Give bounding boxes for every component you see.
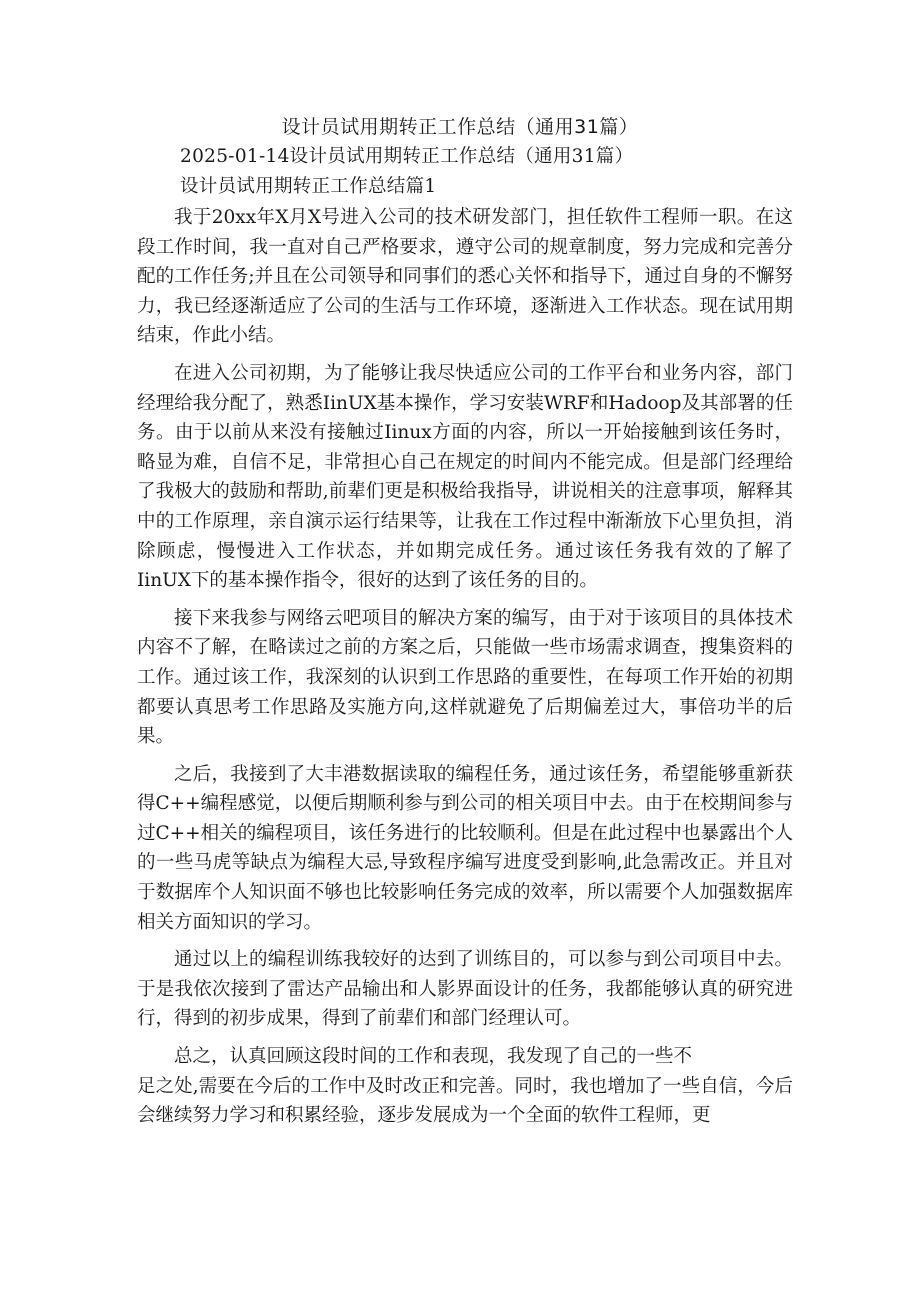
date-line: 2025-01-14设计员试用期转正工作总结（通用31篇） bbox=[180, 146, 634, 167]
paragraph-4: 之后，我接到了大丰港数据读取的编程任务，通过该任务，希望能够重新获得C++编程感觉，以便后期顺利参与到公司的相关项目中去。由于在校期间参与过C++相关的编程项目，该任务进行的比较顺利。但是在此过程中也暴露出个人的一些马虎等缺点为编程大忌,导致程序编写进度受到影响,此急需改正。并且对于数据库个人知识面不够也比较影响任务完成的效率，所以需要个人加强数据库相关方面知识的学习。 bbox=[137, 763, 793, 933]
document-title: 设计员试用期转正工作总结（通用31篇） bbox=[281, 116, 639, 138]
section-heading: 设计员试用期转正工作总结篇1 bbox=[180, 176, 437, 197]
paragraph-7: 足之处,需要在今后的工作中及时改正和完善。同时，我也增加了一些自信，今后会继续努力学习和积累经验，逐步发展成为一个全面的软件工程师，更 bbox=[137, 1075, 793, 1127]
document-body bbox=[137, 203, 793, 1139]
paragraph-3: 接下来我参与网络云吧项目的解决方案的编写，由于对于该项目的具体技术内容不了解，在略读过之前的方案之后，只能做一些市场需求调查，搜集资料的工作。通过该工作，我深刻的认识到工作思路的重要性，在每项工作开始的初期都要认真思考工作思路及实施方向,这样就避免了后期偏差过大，事倍功半的后果。 bbox=[137, 607, 793, 748]
paragraph-6: 总之，认真回顾这段时间的工作和表现，我发现了自己的一些不 bbox=[174, 1046, 693, 1068]
paragraph-5: 通过以上的编程训练我较好的达到了训练目的，可以参与到公司项目中去。于是我依次接到了雷达产品输出和人影界面设计的任务，我都能够认真的研究进行，得到的初步成果，得到了前辈们和部门经理认可。 bbox=[137, 949, 793, 1030]
paragraph-2: 在进入公司初期，为了能够让我尽快适应公司的工作平台和业务内容，部门经理给我分配了，熟悉IinUX基本操作，学习安装WRF和Hadoop及其部署的任务。由于以前从来没有接触过Iinux方面的内容，所以一开始接触到该任务时，略显为难，自信不足，非常担心自己在规定的时间内不能完成。但是部门经理给了我极大的鼓励和帮助,前辈们更是积极给我指导，讲说相关的注意事项，解释其中的工作原理，亲自演示运行结果等，让我在工作过程中渐渐放下心里负担，消除顾虑，慢慢进入工作状态，并如期完成任务。通过该任务我有效的了解了IinUX下的基本操作指令，很好的达到了该任务的目的。 bbox=[137, 362, 793, 592]
paragraph-1: 我于20xx年X月X号进入公司的技术研发部门，担任软件工程师一职。在这段工作时间，我一直对自己严格要求，遵守公司的规章制度，努力完成和完善分配的工作任务;并且在公司领导和同事们的悉心关怀和指导下，通过自身的不懈努力，我已经逐渐适应了公司的生活与工作环境，逐渐进入工作状态。现在试用期结束，作此小结。 bbox=[137, 207, 793, 347]
